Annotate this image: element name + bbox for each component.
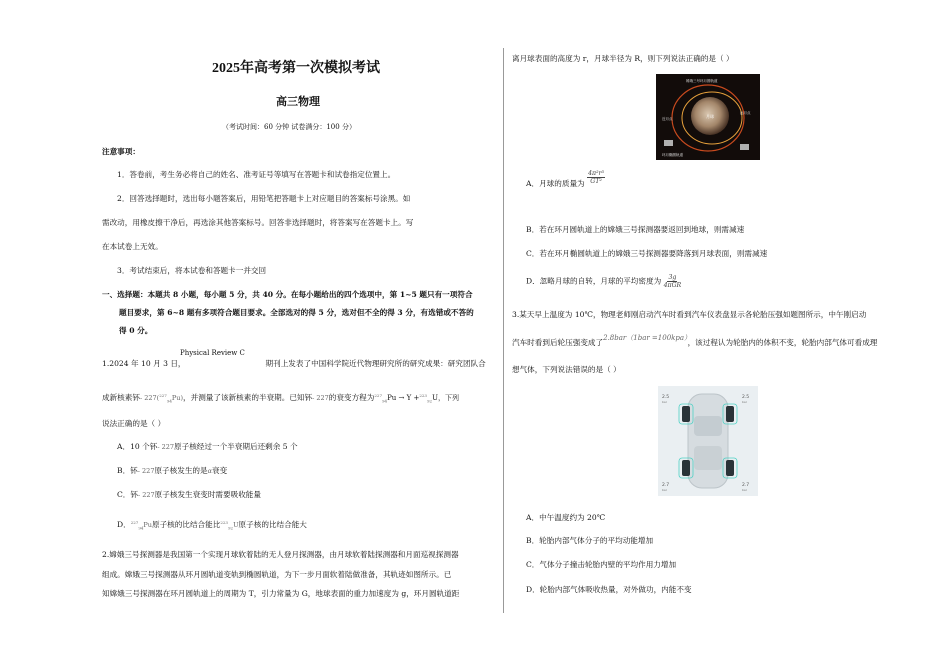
q1-eq-u: $^{223}_{92}$	[419, 393, 433, 404]
q1-line2	[102, 390, 459, 406]
q1-d-u: $^{223}_{92}$U	[220, 520, 239, 531]
q3-pressure: 2.8bar（1bar =100kpa）	[603, 334, 688, 342]
q3-option-b: B．轮胎内部气体分子的平均动能增加	[526, 536, 654, 545]
q1-line1-a: 1.2024 年 10 月 3 日，	[102, 359, 186, 368]
section1-line3: 得 0 分。	[119, 326, 153, 335]
q1-line2-b: ，并测量了该新核素的半衰期。已知钚	[183, 393, 313, 403]
lunar-orbit-figure	[656, 74, 760, 160]
note-2a: 2．回答选择题时，选出每小题答案后，用铅笔把答题卡上对应题目的答案标号涂黑。如	[117, 194, 411, 203]
section1-line2: 题目要求，第 6~8 题有多项符合题目要求。全部选对的得 5 分，选对但不全的得 3 分，有选错或不答的	[119, 308, 474, 317]
q2-option-d	[526, 274, 681, 289]
q1-b-nuc: - 227	[137, 467, 155, 475]
q1-a-text2: 原子核经过一个半衰期后还剩余 5 个	[174, 442, 298, 451]
q1-a-nuc: - 227	[157, 443, 175, 451]
fig-label-0: 嫦娥三号环月圆轨道	[686, 79, 718, 83]
q1-line2-a: 成新核素钚	[102, 393, 140, 403]
notes-heading: 注意事项：	[102, 147, 140, 156]
q2-d-text: D．忽略月球的自转，月球的平均密度为	[526, 276, 662, 286]
tire-rear-right	[726, 460, 734, 476]
q1-line2-c: 的衰变方程为	[328, 393, 375, 403]
q1-option-a	[117, 441, 298, 453]
q3-line1: 3.某天早上温度为 10℃，物理老师刚启动汽车时看到汽车仪表盘显示各轮胎压强如题图所示，中午刚启动	[512, 310, 867, 319]
tire-value-rl: 2.7	[662, 483, 670, 488]
car-svg	[658, 386, 758, 496]
q1-d-text: D．	[117, 520, 131, 530]
tire-unit-rl: bar	[662, 488, 667, 492]
q1-c-text: C．钚	[117, 490, 138, 499]
fig-label-3: 远月点	[740, 111, 751, 115]
q2-option-a	[526, 169, 605, 189]
q1-eq-pu: $^{227}_{94}$	[374, 393, 388, 404]
q3-line2	[512, 334, 878, 349]
tire-pressure-figure	[658, 386, 758, 496]
q1-nuclide-pu: - 227	[139, 394, 157, 403]
car-windshield	[694, 416, 722, 436]
tire-value-fr: 2.5	[742, 395, 750, 400]
note-1: 1．答卷前，考生务必将自己的姓名、准考证号等填写在答题卡和试卷指定位置上。	[117, 170, 396, 179]
q2-option-b: B．若在环月圆轨道上的嫦娥三号探测器要返回到地球，则需减速	[526, 225, 745, 234]
q2-line4: 离月球表面的高度为 r，月球半径为 R，则下列说法正确的是（ ）	[512, 54, 734, 63]
section1-line1: 一、选择题：本题共 8 小题，每小题 5 分，共 40 分。在每小题给出的四个选项中，第 1~5 题只有一项符合	[102, 290, 473, 299]
q1-eq-end: U，下列	[432, 394, 459, 403]
tire-unit-fr: bar	[742, 400, 747, 404]
q1-line3: 说法正确的是（ ）	[102, 419, 166, 428]
q1-b-text: B．钚	[117, 466, 138, 475]
tire-front-right	[726, 406, 734, 422]
subject-title: 高三物理	[276, 96, 320, 108]
lunar-orbit-svg	[656, 74, 760, 160]
q1-option-b	[117, 465, 227, 477]
exam-info: （考试时间：60 分钟 试卷满分：100 分）	[222, 123, 356, 131]
probe-icon-2	[740, 144, 749, 150]
fig-label-2: 月球	[706, 114, 714, 119]
probe-icon	[664, 140, 673, 146]
note-2c: 在本试卷上无效。	[102, 242, 163, 251]
q1-nuclide-paren: ($^{227}_{94}$Pu)	[156, 393, 184, 404]
tire-value-fl: 2.5	[662, 395, 670, 400]
q2-a-den: GT²	[590, 177, 602, 185]
q2-a-text: A．月球的质量为	[526, 179, 585, 188]
q1-b-text3: 衰变	[212, 466, 228, 475]
tire-value-rr: 2.7	[742, 483, 750, 488]
q1-line1-b: 期刊上发表了中国科学院近代物理研究所的研究成果：研究团队合	[265, 359, 486, 368]
q2-d-fraction	[664, 274, 682, 289]
q3-line2-a: 汽车时看到后轮压强变成了	[512, 338, 604, 347]
q1-line1	[102, 358, 486, 369]
q2-a-fraction	[587, 170, 605, 185]
q2-d-num: 3g	[668, 274, 677, 281]
fig-label-1: 近月点	[662, 117, 673, 121]
column-divider	[503, 48, 504, 613]
fig-label-4: 环月椭圆轨道	[662, 153, 683, 157]
q1-a-text: A．10 个钚	[117, 442, 158, 451]
q1-option-d	[117, 517, 307, 533]
car-roof	[694, 446, 722, 470]
q1-b-alpha: α	[207, 467, 212, 475]
q1-journal: Physical Review C	[180, 349, 245, 357]
car-body	[688, 394, 728, 488]
q1-c-text2: 原子核发生衰变时需要吸收能量	[154, 490, 261, 499]
q1-d-text2: 原子核的比结合能比	[151, 520, 221, 530]
q1-d-pu: $^{227}_{94}$Pu	[130, 520, 152, 531]
tire-rear-left	[682, 460, 690, 476]
q3-line3: 想气体，下列说法错误的是（ ）	[512, 365, 621, 374]
q3-line2-c: ，该过程认为轮胎内的体积不变，轮胎内部气体可看成理	[687, 338, 878, 347]
note-3: 3．考试结束后，将本试卷和答题卡一并交回	[117, 266, 267, 275]
q2-d-den: 4πGR	[663, 282, 682, 289]
q2-line1: 2.嫦娥三号探测器是我国第一个实现月球软着陆的无人登月探测器，由月球软着陆探测器和月面巡视探测器	[102, 550, 459, 559]
note-2b: 需改动，用橡皮擦干净后，再选涂其他答案标号。回答非选择题时，将答案写在答题卡上。写	[102, 218, 414, 227]
q1-eq-mid: Pu → Y +	[387, 394, 420, 403]
q2-option-c: C．若在环月椭圆轨道上的嫦娥三号探测器要降落到月球表面，则需减速	[526, 249, 768, 258]
q2-a-num: 4π²r³	[588, 169, 604, 177]
tire-front-left	[682, 406, 690, 422]
q3-option-c: C．气体分子撞击轮胎内壁的平均作用力增加	[526, 560, 677, 569]
q2-line2: 组成。嫦娥三号探测器从环月圆轨道变轨到椭圆轨道，为下一步月面软着陆做准备，其轨迹如图所示。已	[102, 570, 452, 579]
q3-option-a: A．中午温度约为 20℃	[526, 513, 606, 522]
exam-title: 2025年高考第一次模拟考试	[212, 61, 380, 76]
tire-unit-fl: bar	[662, 400, 667, 404]
q1-option-c	[117, 489, 261, 501]
q3-option-d: D．轮胎内部气体吸收热量，对外做功，内能不变	[526, 585, 692, 594]
q1-d-text3: 原子核的比结合能大	[238, 520, 307, 530]
q1-nuclide-pu-2: - 227	[312, 394, 329, 403]
q1-b-text2: 原子核发生的是	[154, 466, 208, 475]
q2-line3: 知嫦娥三号探测器在环月圆轨道上的周期为 T，引力常量为 G，地球表面的重力加速度为 g，环月圆轨道距	[102, 589, 460, 598]
tire-unit-rr: bar	[742, 488, 747, 492]
q1-c-nuc: - 227	[138, 491, 155, 499]
